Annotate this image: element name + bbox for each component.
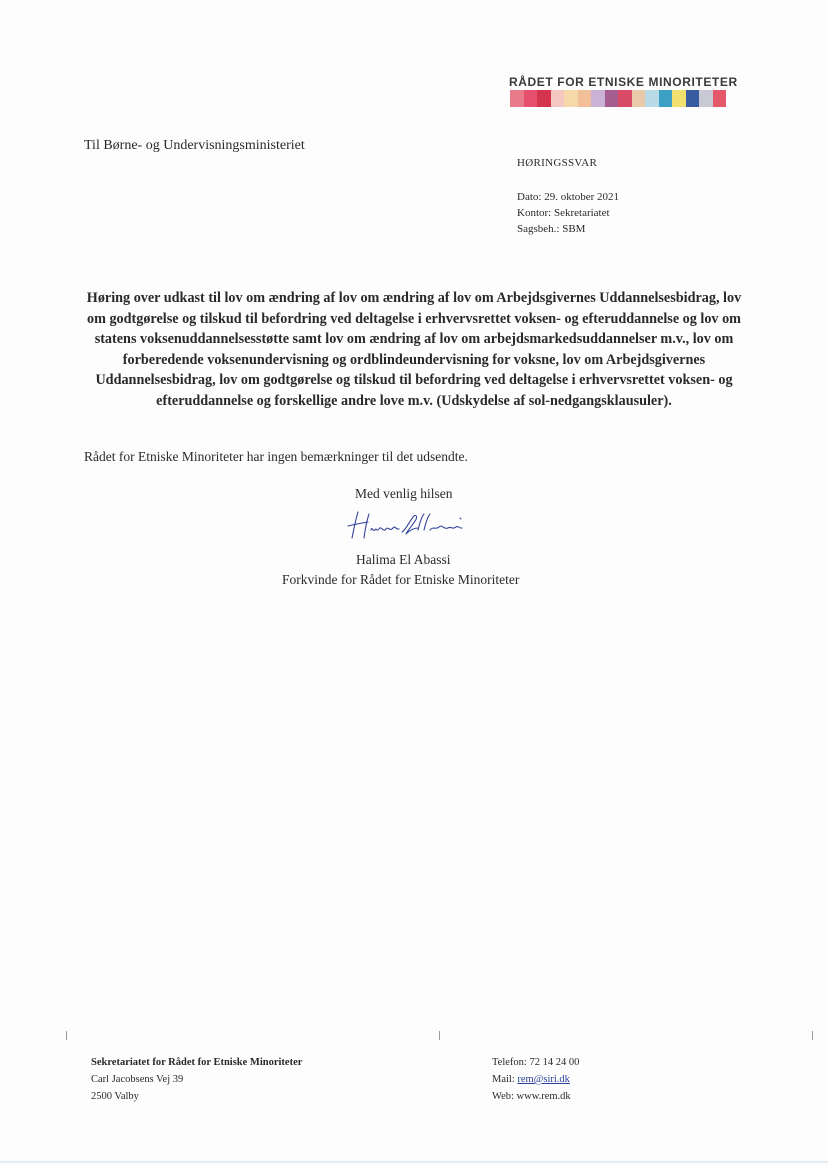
- footer-divider-mark: [439, 1031, 440, 1040]
- organization-logo-color-bar: [510, 90, 726, 107]
- page-bottom-edge: [0, 1161, 828, 1163]
- document-type: HØRINGSSVAR: [517, 157, 598, 169]
- document-meta: [517, 189, 619, 237]
- logo-color-segment: [618, 90, 632, 107]
- signer-name: Halima El Abassi: [356, 552, 451, 567]
- footer-web: Web: www.rem.dk: [492, 1091, 571, 1102]
- footer-mail-line: [492, 1071, 579, 1088]
- handwritten-signature: [344, 508, 474, 542]
- footer-phone: Telefon: 72 14 24 00: [492, 1057, 580, 1068]
- logo-color-segment: [713, 90, 727, 107]
- recipient-line: Til Børne- og Undervisningsministeriet: [84, 138, 305, 153]
- logo-color-segment: [578, 90, 592, 107]
- footer-postal: 2500 Valby: [91, 1091, 139, 1102]
- logo-color-segment: [591, 90, 605, 107]
- footer-org-name: Sekretariatet for Rådet for Etniske Minoriteter: [91, 1057, 303, 1068]
- logo-color-segment: [699, 90, 713, 107]
- logo-color-segment: [645, 90, 659, 107]
- logo-color-segment: [564, 90, 578, 107]
- footer-divider-mark: [812, 1031, 813, 1040]
- logo-color-segment: [672, 90, 686, 107]
- document-office: Kontor: Sekretariatet: [517, 207, 610, 219]
- footer-mail-link[interactable]: rem@siri.dk: [517, 1074, 570, 1085]
- footer-mail-label: Mail:: [492, 1074, 518, 1085]
- signer-title: Forkvinde for Rådet for Etniske Minoriteter: [282, 572, 520, 587]
- document-heading: Høring over udkast til lov om ændring af lov om ændring af lov om Arbejdsgivernes Uddannelsesbidrag, lov om godtgørelse og tilskud til befordring ved deltagelse i erhvervsrettet voksen- og efteruddannelse og lov om statens voksenuddannelsesstøtte samt lov om ændring af lov om arbejdsmarkedsuddannelser m.v., lov om forberedende voksenundervisning og ordblindeundervisning for voksne, lov om Arbejdsgivernes Uddannelsesbidrag, lov om godtgørelse og tilskud til befordring ved deltagelse i erhvervsrettet voksen- og efteruddannelse og forskellige andre love m.v. (Udskydelse af sol-nedgangsklausuler).: [86, 290, 742, 409]
- logo-color-segment: [551, 90, 565, 107]
- body-paragraph: Rådet for Etniske Minoriteter har ingen bemærkninger til det udsendte.: [84, 449, 468, 464]
- logo-color-segment: [659, 90, 673, 107]
- logo-color-segment: [632, 90, 646, 107]
- logo-color-segment: [605, 90, 619, 107]
- logo-color-segment: [537, 90, 551, 107]
- document-caseworker: Sagsbeh.: SBM: [517, 223, 586, 235]
- footer-street: Carl Jacobsens Vej 39: [91, 1074, 184, 1085]
- organization-logo-text: RÅDET FOR ETNISKE MINORITETER: [509, 75, 738, 89]
- document-date: Dato: 29. oktober 2021: [517, 191, 620, 203]
- logo-color-segment: [524, 90, 538, 107]
- footer-address: [91, 1054, 302, 1105]
- footer-divider-mark: [66, 1031, 67, 1040]
- footer-contact: [492, 1054, 579, 1105]
- logo-color-segment: [686, 90, 700, 107]
- closing-greeting: Med venlig hilsen: [355, 486, 453, 501]
- logo-color-segment: [510, 90, 524, 107]
